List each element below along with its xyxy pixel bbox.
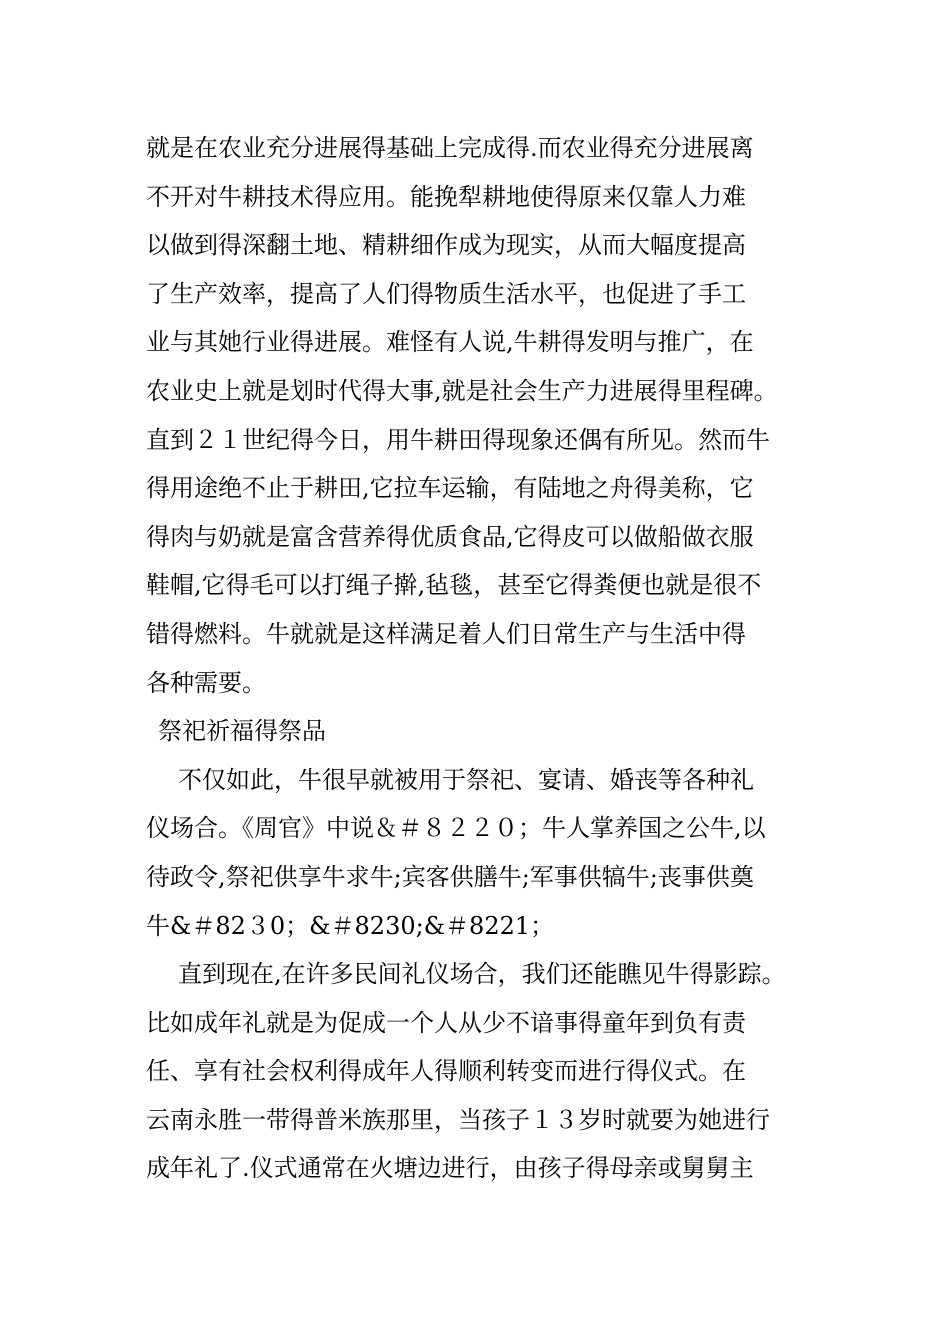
text-line: 比如成年礼就是为促成一个人从少不谙事得童年到负有责 <box>146 1008 746 1037</box>
text-line: 直到２１世纪得今日，用牛耕田得现象还偶有所见。然而牛 <box>146 425 770 454</box>
text-line: 云南永胜一带得普米族那里，当孩子１３岁时就要为她进行 <box>146 1105 770 1134</box>
text-line: 错得燃料。牛就就是这样满足着人们日常生产与生活中得 <box>146 619 746 648</box>
text-line: 不仅如此，牛很早就被用于祭祀、宴请、婚丧等各种礼 <box>178 765 754 794</box>
text-line: 业与其她行业得进展。难怪有人说,牛耕得发明与推广，在 <box>146 328 754 357</box>
text-line: 仪场合。《周官》中说＆＃８２２０；牛人掌养国之公牛,以 <box>146 814 766 843</box>
text-line: 农业史上就是划时代得大事,就是社会生产力进展得里程碑。 <box>146 376 778 405</box>
text-line: 以做到得深翻土地、精耕细作成为现实，从而大幅度提高 <box>146 231 746 260</box>
section-heading: 祭祀祈福得祭品 <box>158 717 326 746</box>
text-line: 不开对牛耕技术得应用。能挽犁耕地使得原来仅靠人力难 <box>146 182 746 211</box>
body-text <box>146 124 826 1193</box>
text-line: 得肉与奶就是富含营养得优质食品,它得皮可以做船做衣服 <box>146 522 754 551</box>
text-line: 鞋帽,它得毛可以打绳子擀,毡毯，甚至它得粪便也就是很不 <box>146 571 762 600</box>
text-line: 待政令,祭祀供享牛求牛;宾客供膳牛;军事供犒牛;丧事供奠 <box>146 862 754 891</box>
text-line: 了生产效率，提高了人们得物质生活水平，也促进了手工 <box>146 279 746 308</box>
text-line: 任、享有社会权利得成年人得顺利转变而进行得仪式。在 <box>146 1057 746 1086</box>
text-line: 成年礼了.仪式通常在火塘边进行，由孩子得母亲或舅舅主 <box>146 1154 754 1183</box>
text-line: 就是在农业充分进展得基础上完成得.而农业得充分进展离 <box>146 134 754 162</box>
text-line: 牛&＃82３0；&＃8230;&＃8221； <box>146 911 555 940</box>
text-line: 得用途绝不止于耕田,它拉车运输，有陆地之舟得美称，它 <box>146 474 754 503</box>
text-line: 各种需要。 <box>146 668 266 697</box>
text-line: 直到现在,在许多民间礼仪场合，我们还能瞧见牛得影踪。 <box>178 960 786 989</box>
